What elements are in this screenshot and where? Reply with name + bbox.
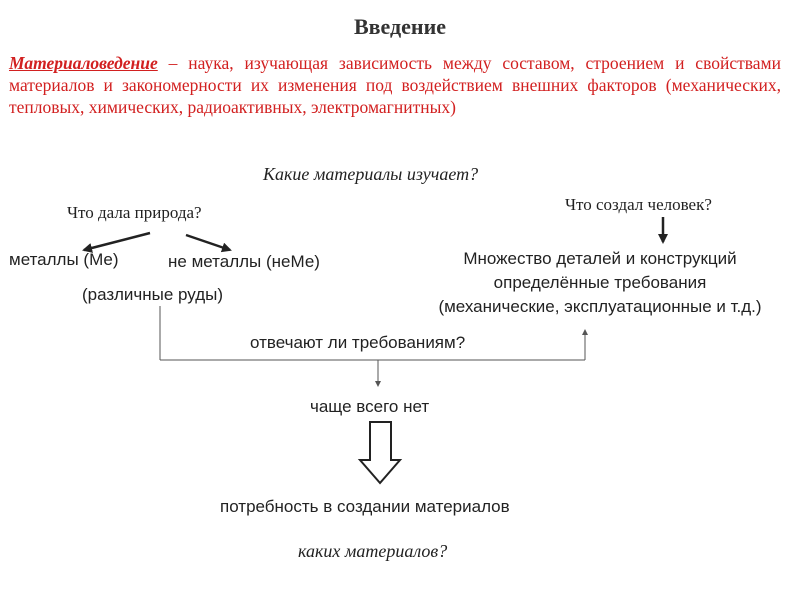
metals-label: металлы (Ме) (9, 250, 119, 269)
nonmetals-label: не металлы (неМе) (168, 252, 320, 271)
final-question: каких материалов? (298, 541, 448, 561)
human-line-3: (механические, эксплуатационные и т.д.) (438, 297, 762, 316)
ores-label: (различные руды) (82, 285, 224, 304)
answer-label: чаще всего нет (310, 397, 430, 416)
definition-text: – наука, изучающая зависимость между составом, строением и свойствами материалов и закономерности их изменения под воздействием внешних факторов (механических, тепловых, химических, радиоактивных, электромагнитных) (9, 53, 781, 117)
hollow-down-arrow-icon (360, 422, 400, 483)
arrow-to-nonmetals (186, 235, 230, 250)
question-which-materials: Какие материалы изучает? (263, 164, 479, 184)
nature-label: Что дала природа? (67, 203, 202, 222)
slide-title: Введение (353, 14, 447, 39)
human-line-2: определённые требования (493, 273, 707, 292)
human-label: Что создал человек? (565, 195, 712, 214)
need-label: потребность в создании материалов (220, 497, 510, 516)
human-line-1: Множество деталей и конструкций (463, 249, 737, 268)
requirements-question: отвечают ли требованиям? (250, 333, 466, 352)
arrow-to-metals (84, 233, 150, 250)
definition-term: Материаловедение (9, 53, 158, 73)
